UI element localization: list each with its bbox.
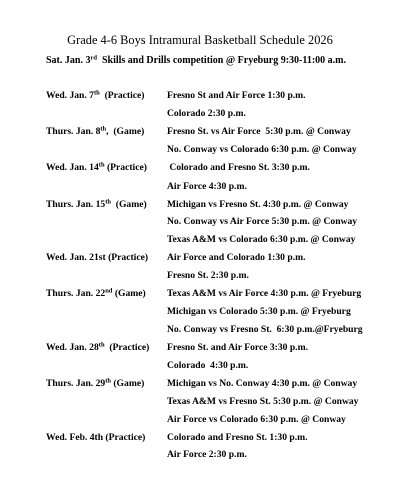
schedule-row — [0, 432, 400, 444]
schedule-event: Texas A&M vs Colorado 6:30 p.m. @ Conway — [167, 234, 356, 245]
schedule-event: Fresno St. and Air Force 3:30 p.m. — [167, 342, 308, 353]
date-text: Wed. Jan. 28 — [46, 342, 99, 353]
schedule-row — [0, 181, 400, 193]
schedule-event: Michigan vs No. Conway 4:30 p.m. @ Conway — [167, 378, 358, 389]
date-text: Wed. Feb. 4th (Practice) — [46, 432, 146, 443]
subtitle-date-suffix: rd — [90, 54, 97, 62]
skills-competition-line — [46, 55, 346, 67]
date-text: Thurs. Jan. 15 — [46, 199, 106, 210]
date-note: (Practice) — [104, 162, 147, 173]
schedule-row — [0, 216, 400, 228]
date-text: Wed. Jan. 7 — [46, 90, 94, 101]
date-suffix: th — [93, 89, 100, 97]
schedule-event: No. Conway vs Air Force 5:30 p.m. @ Conway — [167, 216, 358, 227]
schedule-row — [0, 449, 400, 461]
date-suffix: th — [98, 161, 105, 169]
document-title: Grade 4-6 Boys Intramural Basketball Schedule 2026 — [67, 33, 333, 47]
schedule-row — [0, 396, 400, 408]
date-note: , (Game) — [106, 126, 145, 137]
schedule-row — [0, 126, 400, 138]
schedule-row — [0, 234, 400, 246]
schedule-row — [0, 162, 400, 174]
date-text: Thurs. Jan. 29 — [46, 378, 106, 389]
schedule-event: Michigan vs Colorado 5:30 p.m. @ Fryeburg — [167, 306, 351, 317]
schedule-row — [0, 306, 400, 318]
schedule-event: Fresno St. 2:30 p.m. — [167, 270, 249, 281]
date-suffix: th — [105, 377, 111, 385]
schedule-date — [46, 342, 149, 354]
subtitle-event: Skills and Drills competition @ Fryeburg 9:30-11:00 a.m. — [96, 55, 346, 66]
schedule-row — [0, 199, 400, 211]
schedule-row — [0, 144, 400, 156]
schedule-event: Colorado 2:30 p.m. — [167, 108, 246, 119]
date-note: (Practice) — [99, 90, 145, 101]
schedule-row — [0, 378, 400, 390]
schedule-event: No. Conway vs Fresno St. 6:30 p.m.@Fryeburg — [167, 324, 363, 335]
date-suffix: nd — [105, 287, 113, 295]
date-text: Thurs. Jan. 8 — [46, 126, 101, 137]
date-note: (Game) — [110, 378, 145, 389]
schedule-row — [0, 252, 400, 264]
schedule-event: Colorado and Fresno St. 3:30 p.m. — [167, 162, 310, 173]
schedule-event: Michigan vs Fresno St. 4:30 p.m. @ Conway — [167, 199, 349, 210]
date-note: (Practice) — [104, 342, 150, 353]
schedule-row — [0, 288, 400, 300]
schedule-event: Air Force 2:30 p.m. — [167, 449, 247, 460]
schedule-event: Air Force vs Colorado 6:30 p.m. @ Conway — [167, 414, 346, 425]
schedule-event: Colorado 4:30 p.m. — [167, 360, 249, 371]
schedule-date — [46, 432, 145, 444]
schedule-date — [46, 162, 147, 174]
schedule-date — [46, 199, 147, 211]
date-note: (Game) — [112, 288, 146, 299]
schedule-date — [46, 288, 146, 300]
schedule-event: Fresno St and Air Force 1:30 p.m. — [167, 90, 306, 101]
date-suffix: th — [98, 341, 105, 349]
schedule-event: Texas A&M vs Fresno St. 5:30 p.m. @ Conway — [167, 396, 359, 407]
date-text: Wed. Jan. 21st (Practice) — [46, 252, 149, 263]
schedule-row — [0, 414, 400, 426]
schedule-row — [0, 342, 400, 354]
subtitle-date: Sat. Jan. 3 — [46, 55, 91, 66]
schedule-event: Colorado and Fresno St. 1:30 p.m. — [167, 432, 308, 443]
schedule-date — [46, 90, 145, 102]
schedule-date — [46, 378, 144, 390]
date-suffix: th — [100, 125, 107, 133]
schedule-row — [0, 360, 400, 372]
schedule-event: Air Force and Colorado 1:30 p.m. — [167, 252, 306, 263]
schedule-event: No. Conway vs Colorado 6:30 p.m. @ Conway — [167, 144, 357, 155]
date-text: Wed. Jan. 14 — [46, 162, 99, 173]
schedule-row — [0, 324, 400, 336]
schedule-row — [0, 270, 400, 282]
schedule-row — [0, 90, 400, 102]
date-note: (Game) — [110, 199, 147, 210]
schedule-row — [0, 108, 400, 120]
schedule-event: Texas A&M vs Air Force 4:30 p.m. @ Fryeburg — [167, 288, 362, 299]
date-text: Thurs. Jan. 22 — [46, 288, 106, 299]
schedule-date — [46, 252, 148, 264]
schedule-date — [46, 126, 144, 138]
schedule-event: Air Force 4:30 p.m. — [167, 181, 247, 192]
schedule-event: Fresno St. vs Air Force 5:30 p.m. @ Conway — [167, 126, 351, 137]
date-suffix: th — [105, 198, 111, 206]
